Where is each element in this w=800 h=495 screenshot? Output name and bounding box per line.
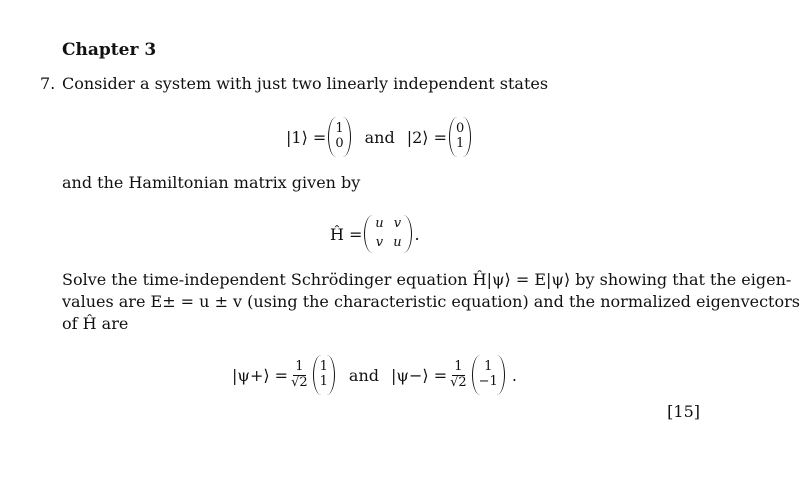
question-intro: Consider a system with just two linearly independent states (62, 74, 549, 93)
fraction-denominator: √2 (450, 374, 467, 390)
question-number: 7. (40, 74, 56, 93)
ket1-label: |1⟩ = (286, 127, 327, 147)
ket2-vector (449, 117, 471, 157)
marks-label: [15] (667, 402, 700, 421)
vector-entry: 1 (319, 359, 328, 375)
matrix-entry: u (393, 235, 402, 251)
and-word: and (364, 127, 395, 147)
psi-plus-vector (313, 355, 335, 395)
vector-entry: −1 (478, 374, 498, 389)
ket2-label: |2⟩ = (406, 127, 447, 147)
vector-entry: 0 (335, 136, 344, 151)
vector-entry: 1 (456, 136, 465, 151)
and-word: and (348, 365, 380, 385)
task-line-3: of Ĥ are (62, 314, 129, 333)
vector-entry: 0 (456, 121, 465, 137)
fraction-numerator: 1 (454, 359, 463, 375)
equation-period: . (511, 365, 517, 385)
ket1-vector (328, 117, 350, 157)
hamiltonian-matrix (364, 215, 412, 253)
chapter-heading: Chapter 3 (62, 40, 157, 60)
states-equation (286, 112, 473, 162)
normalization-fraction (291, 360, 308, 390)
hamiltonian-intro: and the Hamiltonian matrix given by (62, 173, 361, 192)
hamiltonian-label: Ĥ = (330, 224, 363, 244)
psi-plus-label: |ψ+⟩ = (232, 365, 289, 385)
vector-entry: 1 (335, 121, 344, 137)
matrix-entry: v (375, 235, 384, 251)
vector-entry: 1 (484, 359, 493, 375)
task-line-2: values are E± = u ± v (using the characteristic equation) and the normalized eigenvectors (62, 292, 800, 311)
matrix-entry: v (393, 216, 402, 232)
normalization-fraction (450, 360, 467, 390)
task-line-1: Solve the time-independent Schrödinger equation Ĥ|ψ⟩ = E|ψ⟩ by showing that the eigen- (62, 270, 792, 289)
eigenvector-equation (232, 350, 517, 400)
psi-minus-vector (472, 355, 505, 395)
vector-entry: 1 (319, 374, 328, 389)
psi-minus-label: |ψ−⟩ = (391, 365, 448, 385)
equation-period: . (414, 224, 420, 244)
matrix-entry: u (375, 216, 384, 232)
fraction-numerator: 1 (295, 359, 304, 375)
fraction-denominator: √2 (291, 374, 308, 390)
hamiltonian-equation (330, 212, 420, 256)
